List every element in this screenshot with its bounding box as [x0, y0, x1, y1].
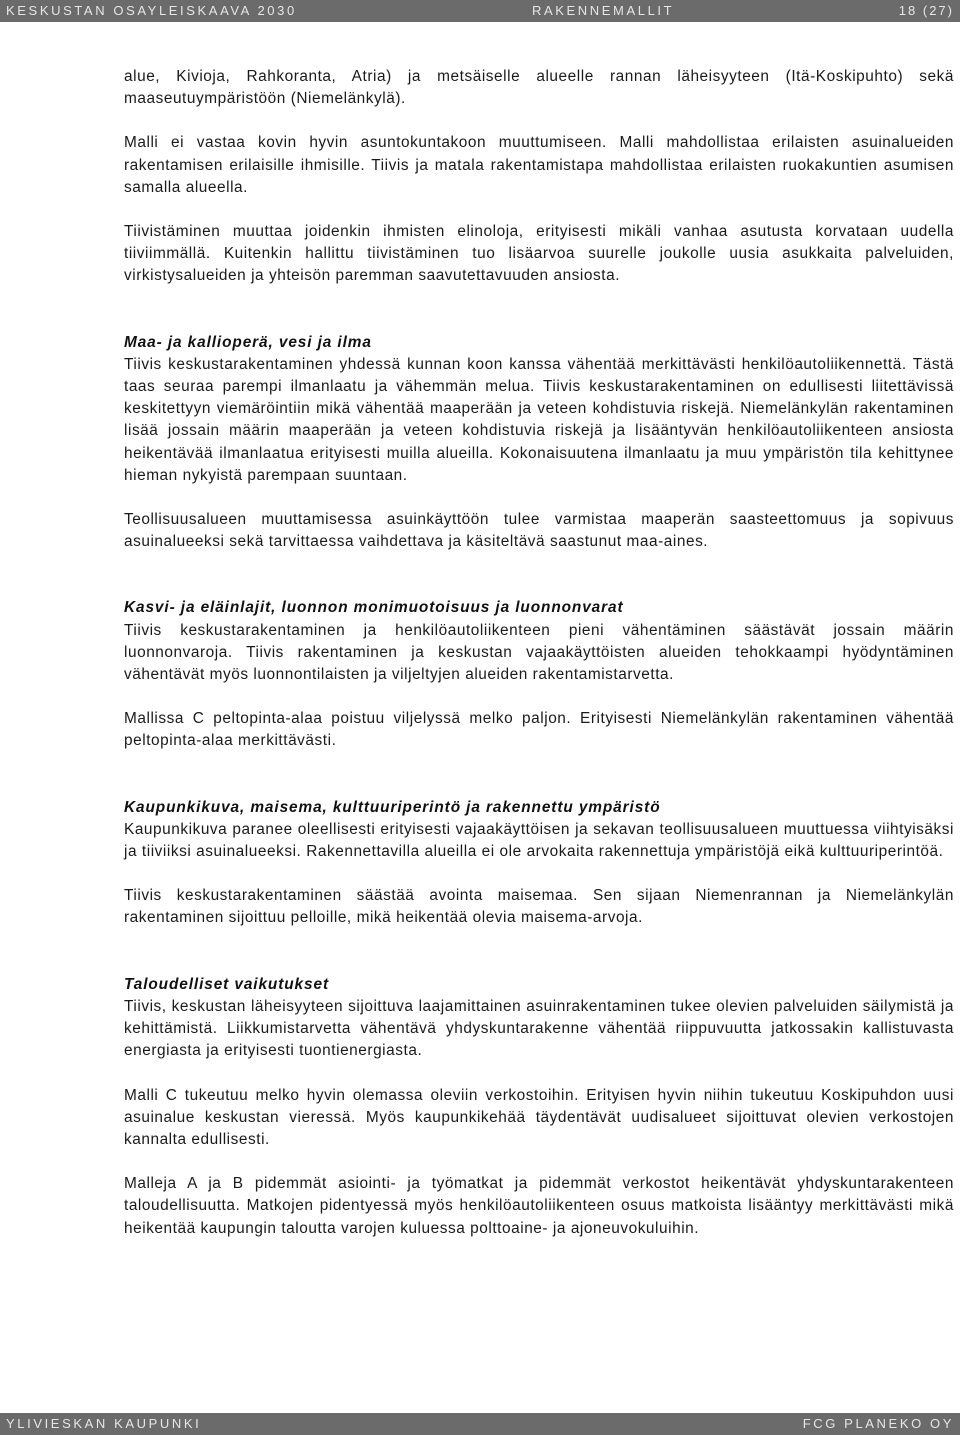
section-maa-paragraph-2: Teollisuusalueen muuttamisessa asuinkäyttöön tulee varmistaa maaperän saasteettomuus ja sopivuus asuinalueeksi sekä tarvittaessa vaihdettava ja käsiteltävä saastunut maa-aines.	[124, 511, 954, 551]
intro-paragraph-2: Malli ei vastaa kovin hyvin asuntokuntakoon muuttumiseen. Malli mahdollistaa erilaisten asuinalueiden rakentamisen erilaisille ihmisille. Tiivis ja matala rakentamistapa mahdollistaa erilaisten ruokakuntien asumisen samalla alueella.	[124, 134, 954, 196]
section-heading-kasvi: Kasvi- ja eläinlajit, luonnon monimuotoisuus ja luonnonvarat	[124, 599, 624, 617]
section-kaupunki-paragraph-2: Tiivis keskustarakentaminen säästää avointa maisemaa. Sen sijaan Niemenrannan ja Niemelänkylän rakentaminen sijoittuu pelloille, mikä heikentää olevia maisema-arvoja.	[124, 887, 954, 927]
page-footer	[0, 1413, 960, 1435]
section-talous-paragraph-1: Tiivis, keskustan läheisyyteen sijoittuva laajamittainen asuinrakentaminen tukee olevien palveluiden säilymistä ja kehittämistä. Liikkumistarvetta vähentävä yhdyskuntarakenne vähentää riippuvuutta jatkossakin kallistuvasta energiasta ja erityisesti tuontienergiasta.	[124, 997, 954, 1060]
section-kasvi-paragraph-2: Mallissa C peltopinta-alaa poistuu viljelyssä melko paljon. Erityisesti Niemelänkylän rakentaminen vähentää peltopinta-alaa merkittävästi.	[124, 710, 954, 750]
intro-paragraph-3: Tiivistäminen muuttaa joidenkin ihmisten elinoloja, erityisesti mikäli vanhaa asutusta korvataan uudella tiiviimmällä. Kuitenkin hallittu tiivistäminen tuo lisäarvoa suurelle joukolle uusia asukkaita palveluiden, virkistysalueiden ja yhteisön paremman saavutettavuuden ansiosta.	[124, 223, 954, 285]
footer-consultant: FCG PLANEKO OY	[802, 1416, 954, 1431]
section-talous-paragraph-3: Malleja A ja B pidemmät asiointi- ja työmatkat ja pidemmät verkostot heikentävät yhdyskuntarakenteen taloudellisuutta. Matkojen pidentyessä myös henkilöautoliikenteen osuus matkoista lisääntyy merkittävästi mikä heikentää kaupungin taloutta varojen kuluessa polttoaine- ja ajoneuvokuluihin.	[124, 1175, 954, 1237]
header-chapter-title: RAKENNEMALLIT	[532, 3, 675, 18]
section-kasvi-paragraph-1: Tiivis keskustarakentaminen ja henkilöautoliikenteen pieni vähentäminen säästävät jossain määrin luonnonvaroja. Tiivis rakentaminen ja keskustan vajaakäyttöisten alueiden tehokkaampi hyödyntäminen vähentävät myös luonnontilaisten ja viljeltyjen alueiden rakentamistarvetta.	[124, 621, 954, 684]
section-heading-talous: Taloudelliset vaikutukset	[124, 975, 329, 993]
section-kaupunki-paragraph-1: Kaupunkikuva paranee oleellisesti erityisesti vajaakäyttöisen ja sekavan teollisuusalueen muuttuessa viihtyisäksi ja tiiviiksi asuinalueeksi. Rakennettavilla alueilla ei ole arvokaita rakennettuja ympäristöjä eikä kulttuuriperintöä.	[124, 820, 954, 861]
section-heading-kaupunki: Kaupunkikuva, maisema, kulttuuriperintö ja rakennettu ympäristö	[124, 798, 661, 816]
section-talous-paragraph-2: Malli C tukeutuu melko hyvin olemassa oleviin verkostoihin. Erityisen hyvin niihin tukeutuu Koskipuhdon uusi asuinalue keskustan vieressä. Myös kaupunkikehää täydentävät uudisalueet sijoittuvat olevien verkostojen kannalta edullisesti.	[124, 1086, 954, 1148]
document-body	[124, 66, 954, 1262]
page-header	[0, 0, 960, 22]
section-heading-maa: Maa- ja kallioperä, vesi ja ilma	[124, 333, 372, 351]
header-document-title: KESKUSTAN OSAYLEISKAAVA 2030	[6, 3, 297, 18]
footer-organization: YLIVIESKAN KAUPUNKI	[6, 1416, 202, 1431]
intro-paragraph-1: alue, Kivioja, Rahkoranta, Atria) ja metsäiselle alueelle rannan läheisyyteen (Itä-Koskipuhto) sekä maaseutuympäristöön (Niemelänkylä).	[124, 68, 954, 108]
section-maa-paragraph-1: Tiivis keskustarakentaminen yhdessä kunnan koon kanssa vähentää merkittävästi henkilöautoliikennettä. Tästä taas seuraa parempi ilmanlaatu ja vähemmän melua. Tiivis keskustarakentaminen on edullisesti liitettävissä keskitettyyn viemäröintiin mikä vähentää maaperään ja veteen kohdistuvia riskejä. Niemelänkylän rakentaminen lisää jossain määrin maaperään ja veteen kohdistuvia riskejä ja lisääntyvän henkilöautoliikenteen ansiosta heikentävää ilmanlaatua erityisesti muilla alueilla. Kokonaisuutena ilmanlaatu ja muu ympäristön tila kehittynee hieman nykyistä parempaan suuntaan.	[124, 355, 954, 484]
header-page-number: 18 (27)	[898, 3, 954, 18]
